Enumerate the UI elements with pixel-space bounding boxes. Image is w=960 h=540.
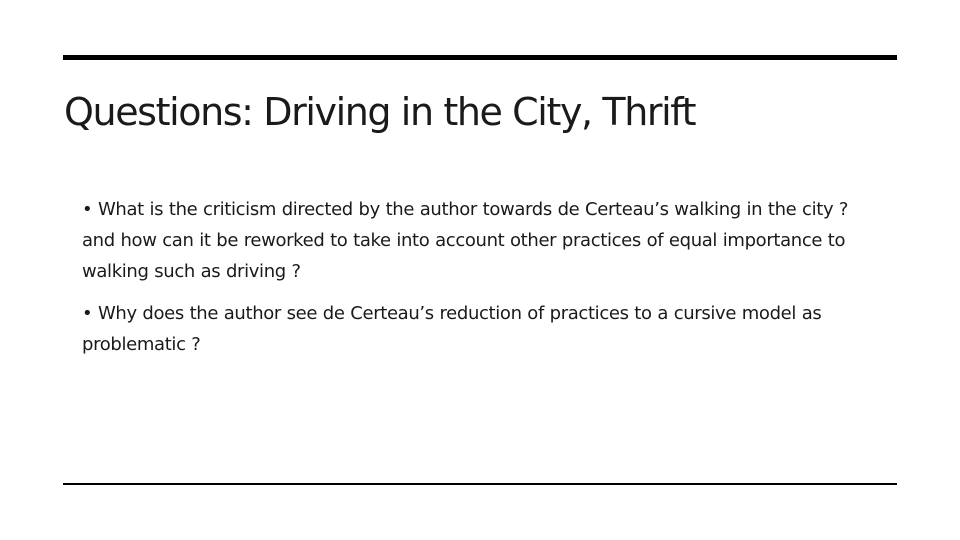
- bullet-item-criticism: • What is the criticism directed by the author towards de Certeau’s walking in the city ? and how can it be reworked to take into account other practices of equal importance to walking such as driving ?: [82, 199, 849, 282]
- slide-title: Questions: Driving in the City, Thrift: [64, 90, 696, 134]
- bullet-item-cursive-model: • Why does the author see de Certeau’s reduction of practices to a cursive model as problematic ?: [82, 303, 822, 355]
- bottom-divider: [63, 483, 897, 485]
- top-divider: [63, 55, 897, 60]
- bullet-list: [82, 194, 882, 371]
